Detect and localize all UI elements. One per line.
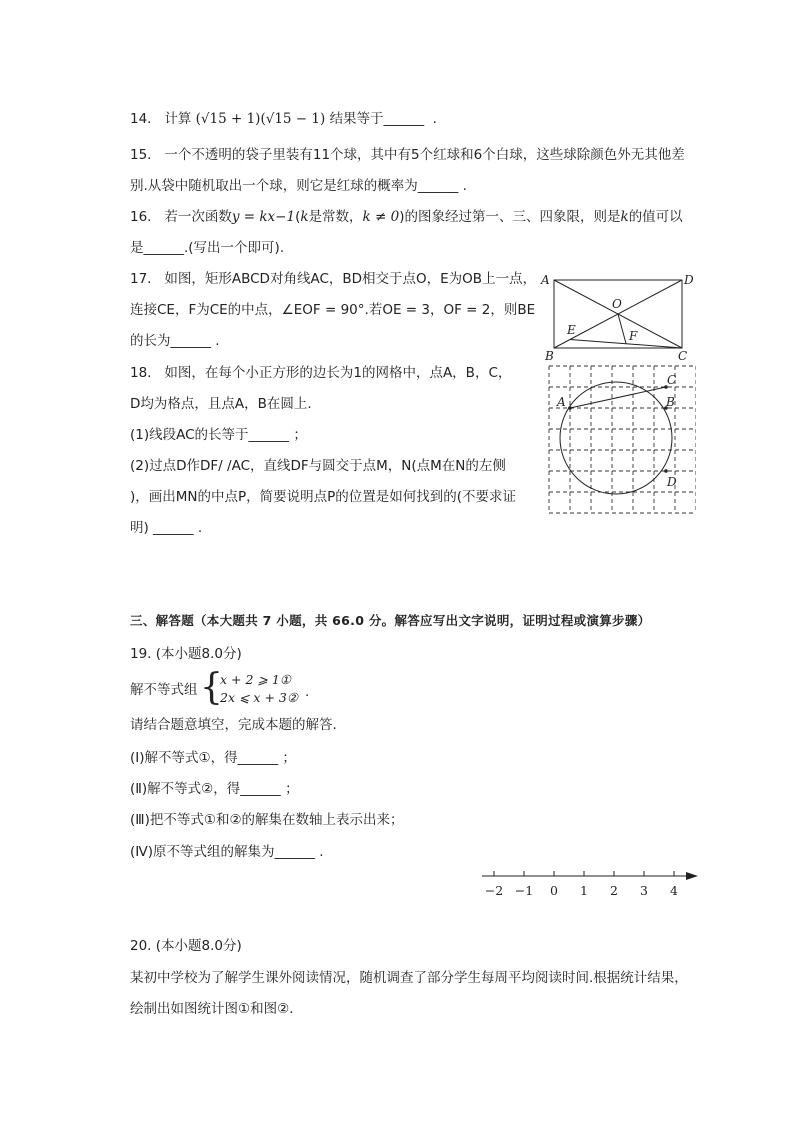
label-d: D <box>667 475 677 489</box>
q16-text-c: 是常数， <box>308 209 363 225</box>
q19-intro <box>130 681 198 699</box>
q18-grid-figure <box>540 362 696 520</box>
q19-header: 19. (本小题8.0分) <box>130 646 242 662</box>
q19-brace: { <box>200 667 223 708</box>
q19-inequality-1: x + 2 ⩾ 1① <box>220 672 292 687</box>
q16-k2: k <box>620 209 629 225</box>
number-line-tick-label: 1 <box>580 883 588 898</box>
q14-number: 14. <box>130 111 152 127</box>
q18-text1: 如图，在每个小正方形的边长为1的网格中，点A，B，C， <box>164 365 512 381</box>
q16-text-e: 的值可以 <box>628 209 683 225</box>
q18-number: 18. <box>130 365 152 381</box>
q14-end: . <box>432 111 437 127</box>
q16-k1: k <box>300 209 309 225</box>
q17-rectangle-figure <box>538 270 698 362</box>
label-e: E <box>567 323 576 337</box>
q18-line6: 明) ______ . <box>130 520 203 536</box>
q17-line3: 的长为______ . <box>130 333 220 349</box>
number-line-tick-label: 0 <box>550 883 558 898</box>
q17-line2: 连接CE，F为CE的中点，∠EOF = 90°.若OE = 3，OF = 2，则BE <box>130 302 536 318</box>
q16-line2: 是______.(写出一个即可). <box>130 240 285 256</box>
number-line-tick-label: 3 <box>640 883 648 898</box>
q16-number: 16. <box>130 209 152 225</box>
segment-ce <box>570 340 682 349</box>
q14-suffix: 结果等于 <box>329 111 384 127</box>
q16-line1 <box>130 208 683 226</box>
q16-text-b: ( <box>295 209 301 225</box>
q16-condition: k ≠ 0 <box>362 209 400 225</box>
q18-line4: (2)过点D作DF/ /AC，直线DF与圆交于点M，N(点M在N的左侧 <box>130 458 506 474</box>
q18-line1 <box>130 364 511 382</box>
q20-header: 20. (本小题8.0分) <box>130 938 242 954</box>
label-c: C <box>678 349 688 362</box>
segment-ac <box>570 387 666 408</box>
section-3-title: 三、解答题（本大题共 7 小题，共 66.0 分。解答应写出文字说明，证明过程或演算步骤） <box>130 613 651 628</box>
number-line-tick-label: −2 <box>484 883 504 898</box>
label-o: O <box>612 297 622 311</box>
circle <box>560 382 672 494</box>
number-line-tick-label: 2 <box>610 883 618 898</box>
q18-line3: (1)线段AC的长等于______ ； <box>130 427 307 443</box>
arrow-right-icon <box>686 872 698 880</box>
q15-number: 15. <box>130 147 152 163</box>
q20-line2: 绘制出如图统计图①和图②. <box>130 1001 294 1017</box>
q19-instruction: 请结合题意填空，完成本题的解答. <box>130 717 337 733</box>
q17-text1: 如图，矩形ABCD对角线AC，BD相交于点O，E为OB上一点， <box>164 271 537 287</box>
q18-line2: D均为格点，且点A，B在圆上. <box>130 396 312 412</box>
number-line-tick-label: −1 <box>514 883 534 898</box>
q14-blank: ______ <box>383 111 425 127</box>
q17-number: 17. <box>130 271 152 287</box>
q14-prefix: 计算 <box>164 111 192 127</box>
q20-line1: 某初中学校为了解学生课外阅读情况，随机调查了部分学生每周平均阅读时间.根据统计结果， <box>130 970 688 986</box>
q19-number-line <box>478 864 702 904</box>
q19-step-3: (Ⅲ)把不等式①和②的解集在数轴上表示出来； <box>130 812 404 828</box>
q16-text-a: 若一次函数 <box>164 209 232 225</box>
dashed-grid <box>549 366 696 513</box>
q17-line1 <box>130 270 536 288</box>
q19-intro-end: . <box>305 684 310 700</box>
label-c: C <box>667 373 677 387</box>
q15-line2: 别.从袋中随机取出一个球，则它是红球的概率为______ . <box>130 178 467 194</box>
q14-expression: (√15 + 1)(√15 − 1) <box>195 111 326 127</box>
label-a: A <box>557 395 566 409</box>
label-b: B <box>545 349 554 362</box>
label-f: F <box>629 329 638 343</box>
point-d <box>664 469 668 473</box>
label-b: B <box>666 395 675 409</box>
q16-text-d: )的图象经过第一、三、四象限，则是 <box>399 209 621 225</box>
q15-text1: 一个不透明的袋子里装有11个球，其中有5个红球和6个白球，这些球除颜色外无其他差 <box>164 147 685 163</box>
point-a <box>568 406 572 410</box>
label-d: D <box>684 273 694 287</box>
q19-step-4: (Ⅳ)原不等式组的解集为______ . <box>130 844 324 860</box>
q19-intro-text: 解不等式组 <box>130 682 198 698</box>
q14-line <box>130 110 437 128</box>
q16-function: y = kx−1 <box>231 209 296 225</box>
q19-inequality-2: 2x ⩽ x + 3② <box>220 690 299 705</box>
label-a: A <box>541 273 550 287</box>
q19-step-1: (Ⅰ)解不等式①，得______ ； <box>130 750 296 766</box>
q19-step-2: (Ⅱ)解不等式②，得______ ； <box>130 781 299 797</box>
q18-line5: )，画出MN的中点P，简要说明点P的位置是如何找到的(不要求证 <box>130 489 517 505</box>
segment-of <box>618 314 626 344</box>
q15-line1 <box>130 146 685 164</box>
number-line-tick-label: 4 <box>670 883 678 898</box>
